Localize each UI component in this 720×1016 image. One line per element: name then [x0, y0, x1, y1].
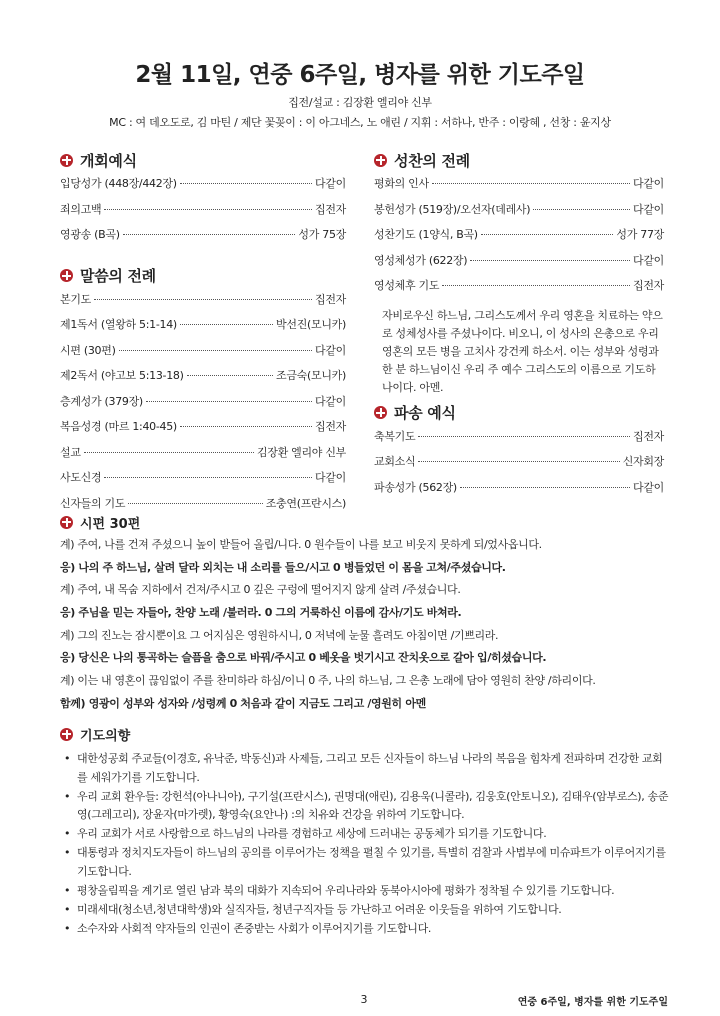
- word-rows: [60, 291, 346, 521]
- order-row: [374, 277, 664, 303]
- section-heading: 개회예식: [80, 151, 137, 170]
- row-value: 성가 77장: [616, 228, 664, 241]
- dot-leader: [418, 461, 619, 462]
- dot-leader: [94, 299, 312, 300]
- row-value: 김장환 엘리야 신부: [256, 445, 346, 459]
- dot-leader: [180, 183, 312, 184]
- dot-leader: [104, 477, 312, 478]
- row-label: 신자들의 기도: [60, 496, 126, 510]
- post-communion-prayer: 자비로우신 하느님, 그리스도께서 우리 영혼을 치료하는 약으로 성체성사를 주셨나이다. 비오니, 이 성사의 은총으로 우리 영혼의 모든 병을 고치사 강건케 하소서. 이는 성부와 성령과 한 분 하느님이신 우리 주 예수 그리스도의 이름으로 기도하나이다. 아멘.: [382, 308, 663, 394]
- row-label: 성찬기도 (1양식, B곡): [374, 228, 478, 241]
- section-opening: [60, 148, 346, 172]
- psalm-verse: 함께) 영광이 성부와 성자와 /성령께 0 처음과 같이 지금도 그리고 /영원히 아멘: [60, 696, 426, 710]
- row-value: 집전자: [315, 202, 346, 216]
- order-row: [60, 175, 346, 201]
- order-row: [374, 252, 664, 278]
- dismissal-rows: [374, 428, 664, 505]
- section-heading: 성찬의 전례: [394, 151, 470, 170]
- list-item: • 우리 교회가 서로 사랑함으로 하느님의 나라를 경험하고 세상에 드러내는 공동체가 되기를 기도합니다.: [60, 825, 670, 844]
- row-value: 다같이: [633, 202, 664, 216]
- intentions-list: [60, 750, 670, 938]
- order-row: [60, 226, 346, 252]
- dot-leader: [533, 209, 630, 210]
- psalm-verse: 계) 이는 내 영혼이 끊임없이 주를 찬미하라 하심/이니 0 주, 나의 하느님, 그 은총 노래에 담아 영원히 찬양 /하리이다.: [60, 674, 596, 688]
- row-label: 제1독서 (열왕하 5:1-14): [60, 318, 177, 331]
- list-item: • 평창올림픽을 계기로 열린 남과 북의 대화가 지속되어 우리나라와 동북아시아에 평화가 정착될 수 있기를 기도합니다.: [60, 882, 670, 901]
- row-label: 층계성가 (379장): [60, 394, 143, 408]
- dot-leader: [187, 375, 273, 376]
- row-label: 사도신경: [60, 471, 102, 484]
- row-value: 집전자: [633, 279, 664, 292]
- dot-leader: [442, 285, 630, 286]
- row-label: 영성체성가 (622장): [374, 253, 468, 267]
- row-value: 다같이: [633, 177, 664, 190]
- row-label: 봉헌성가 (519장)/오선자(데레사): [374, 202, 531, 216]
- dot-leader: [146, 401, 312, 402]
- cross-circle-icon: [60, 728, 73, 741]
- row-value: 다같이: [633, 480, 664, 494]
- order-row: [374, 453, 664, 479]
- order-row: [374, 175, 664, 201]
- psalm-lines: [60, 534, 670, 716]
- eucharist-rows: [374, 175, 664, 303]
- psalm-verse: 계) 주여, 내 목숨 지하에서 건져/주시고 0 깊은 구렁에 떨어지지 않게 살려 /주셨습니다.: [60, 583, 461, 597]
- list-item: • 대통령과 정치지도자들이 하느님의 공의를 이루어가는 정책을 펼칠 수 있기를, 특별히 검찰과 사법부에 미슈파트가 이루어지기를 기도합니다.: [60, 844, 670, 881]
- section-heading: 파송 예식: [394, 404, 456, 422]
- list-item: • 대한성공회 주교들(이경호, 유낙준, 박동신)과 사제들, 그리고 모든 신자들이 하느님 나라의 복음을 힘차게 전파하며 건강한 교회를 세워가기를 기도합니다.: [60, 750, 670, 787]
- order-row: [60, 367, 346, 393]
- order-row: [60, 201, 346, 227]
- row-value: 조금숙(모니카): [276, 369, 346, 382]
- dot-leader: [128, 503, 263, 504]
- page-number: 3: [360, 993, 368, 1006]
- row-label: 영광송 (B곡): [60, 228, 120, 241]
- cross-circle-icon: [60, 516, 73, 529]
- row-value: 성가 75장: [298, 228, 346, 241]
- dot-leader: [432, 183, 630, 184]
- row-label: 교회소식: [374, 455, 416, 468]
- row-label: 평화의 인사: [374, 177, 429, 190]
- intentions-section: [60, 724, 670, 939]
- psalm-verse: 응) 당신은 나의 통곡하는 슬픔을 춤으로 바꿔/주시고 0 베옷을 벗기시고 잔치옷으로 갈아 입/히셨습니다.: [60, 651, 547, 665]
- dot-leader: [180, 324, 273, 325]
- row-label: 파송성가 (562장): [374, 480, 457, 494]
- row-label: 설교: [60, 445, 81, 459]
- row-value: 다같이: [315, 394, 346, 408]
- row-label: 제2독서 (야고보 5:13-18): [60, 369, 184, 382]
- page-title: 2월 11일, 연중 6주일, 병자를 위한 기도주일: [135, 62, 585, 88]
- row-value: 조충연(프란시스): [265, 496, 346, 510]
- dot-leader: [470, 260, 630, 261]
- cross-circle-icon: [60, 154, 73, 167]
- order-row: [60, 469, 346, 495]
- order-row: [60, 342, 346, 368]
- row-label: 영성체후 기도: [374, 279, 440, 292]
- order-row: [374, 479, 664, 505]
- section-word: [60, 264, 346, 288]
- order-row: [60, 418, 346, 444]
- intentions-heading: 기도의향: [60, 724, 670, 744]
- dot-leader: [460, 487, 630, 488]
- list-item: • 미래세대(청소년,청년대학생)와 실직자들, 청년구직자들 등 가난하고 어려운 이웃들을 위하여 기도합니다.: [60, 901, 670, 920]
- section-dismissal: [374, 401, 664, 425]
- psalm-verse: 응) 주님을 믿는 자들아, 찬양 노래 /불러라. 0 그의 거룩하신 이름에 감사/기도 바쳐라.: [60, 606, 462, 620]
- row-value: 다같이: [315, 471, 346, 484]
- psalm-verse: 응) 나의 주 하느님, 살려 달라 외치는 내 소리를 들으/시고 0 병들었던 이 몸을 고쳐/주셨습니다.: [60, 560, 506, 574]
- order-row: [60, 444, 346, 470]
- dot-leader: [481, 234, 614, 235]
- row-label: 본기도: [60, 292, 91, 306]
- cross-circle-icon: [374, 406, 387, 419]
- section-heading: 말씀의 전례: [80, 267, 156, 285]
- row-label: 복음성경 (마르 1:40-45): [60, 420, 177, 433]
- row-value: 박선진(모니카): [276, 318, 346, 331]
- psalm-section: [60, 512, 670, 716]
- dot-leader: [119, 350, 312, 351]
- row-label: 축복기도: [374, 429, 416, 443]
- list-item: • 소수자와 사회적 약자들의 인권이 존중받는 사회가 이루어지기를 기도합니다.: [60, 920, 670, 939]
- order-row: [60, 393, 346, 419]
- order-row: [374, 201, 664, 227]
- row-value: 집전자: [315, 420, 346, 433]
- right-column: [374, 148, 664, 504]
- left-column: [60, 148, 346, 520]
- cross-circle-icon: [374, 154, 387, 167]
- row-value: 신자회장: [622, 455, 664, 468]
- order-row: [374, 226, 664, 252]
- cross-circle-icon: [60, 269, 73, 282]
- row-value: 집전자: [633, 429, 664, 443]
- row-value: 다같이: [633, 253, 664, 267]
- opening-rows: [60, 175, 346, 252]
- dot-leader: [418, 436, 630, 437]
- row-value: 다같이: [315, 177, 346, 190]
- list-item: • 우리 교회 환우들: 강헌석(아나니아), 구기설(프란시스), 권명대(애린), 김용욱(니콜라), 김웅호(안토니오), 김태우(암부로스), 송준영(그레고리), 장윤자(마가렛), 황영숙(요안나) :의 치유와 건강을 위하여 기도합니다.: [60, 788, 670, 825]
- dot-leader: [84, 452, 254, 453]
- row-value: 다같이: [315, 343, 346, 357]
- psalm-heading: 시편 30편: [60, 512, 670, 532]
- row-value: 집전자: [315, 292, 346, 306]
- row-label: 시편 (30편): [60, 343, 116, 357]
- footer-title: 연중 6주일, 병자를 위한 기도주일: [517, 997, 668, 1008]
- order-row: [374, 428, 664, 454]
- officiant-line: 집전/설교 : 김장환 엘리야 신부: [288, 96, 432, 109]
- ministers-line: MC : 여 데오도로, 김 마틴 / 제단 꽃꽂이 : 이 아그네스, 노 애린 / 지휘 : 서하나, 반주 : 이랑혜 , 선창 : 윤지상: [109, 116, 611, 129]
- dot-leader: [180, 426, 312, 427]
- psalm-verse: 계) 그의 진노는 잠시뿐이요 그 어지심은 영원하시니, 0 저녁에 눈물 흘려도 아침이면 /기쁘리라.: [60, 628, 499, 642]
- row-label: 입당성가 (448장/442장): [60, 177, 177, 190]
- dot-leader: [104, 209, 312, 210]
- dot-leader: [123, 234, 296, 235]
- section-eucharist: [374, 148, 664, 172]
- psalm-verse: 계) 주여, 나를 건져 주셨으니 높이 받들어 올립/니다. 0 원수들이 나를 보고 비웃지 못하게 되/었사옵니다.: [60, 538, 542, 551]
- order-row: [60, 291, 346, 317]
- row-label: 죄의고백: [60, 202, 102, 216]
- order-row: [60, 316, 346, 342]
